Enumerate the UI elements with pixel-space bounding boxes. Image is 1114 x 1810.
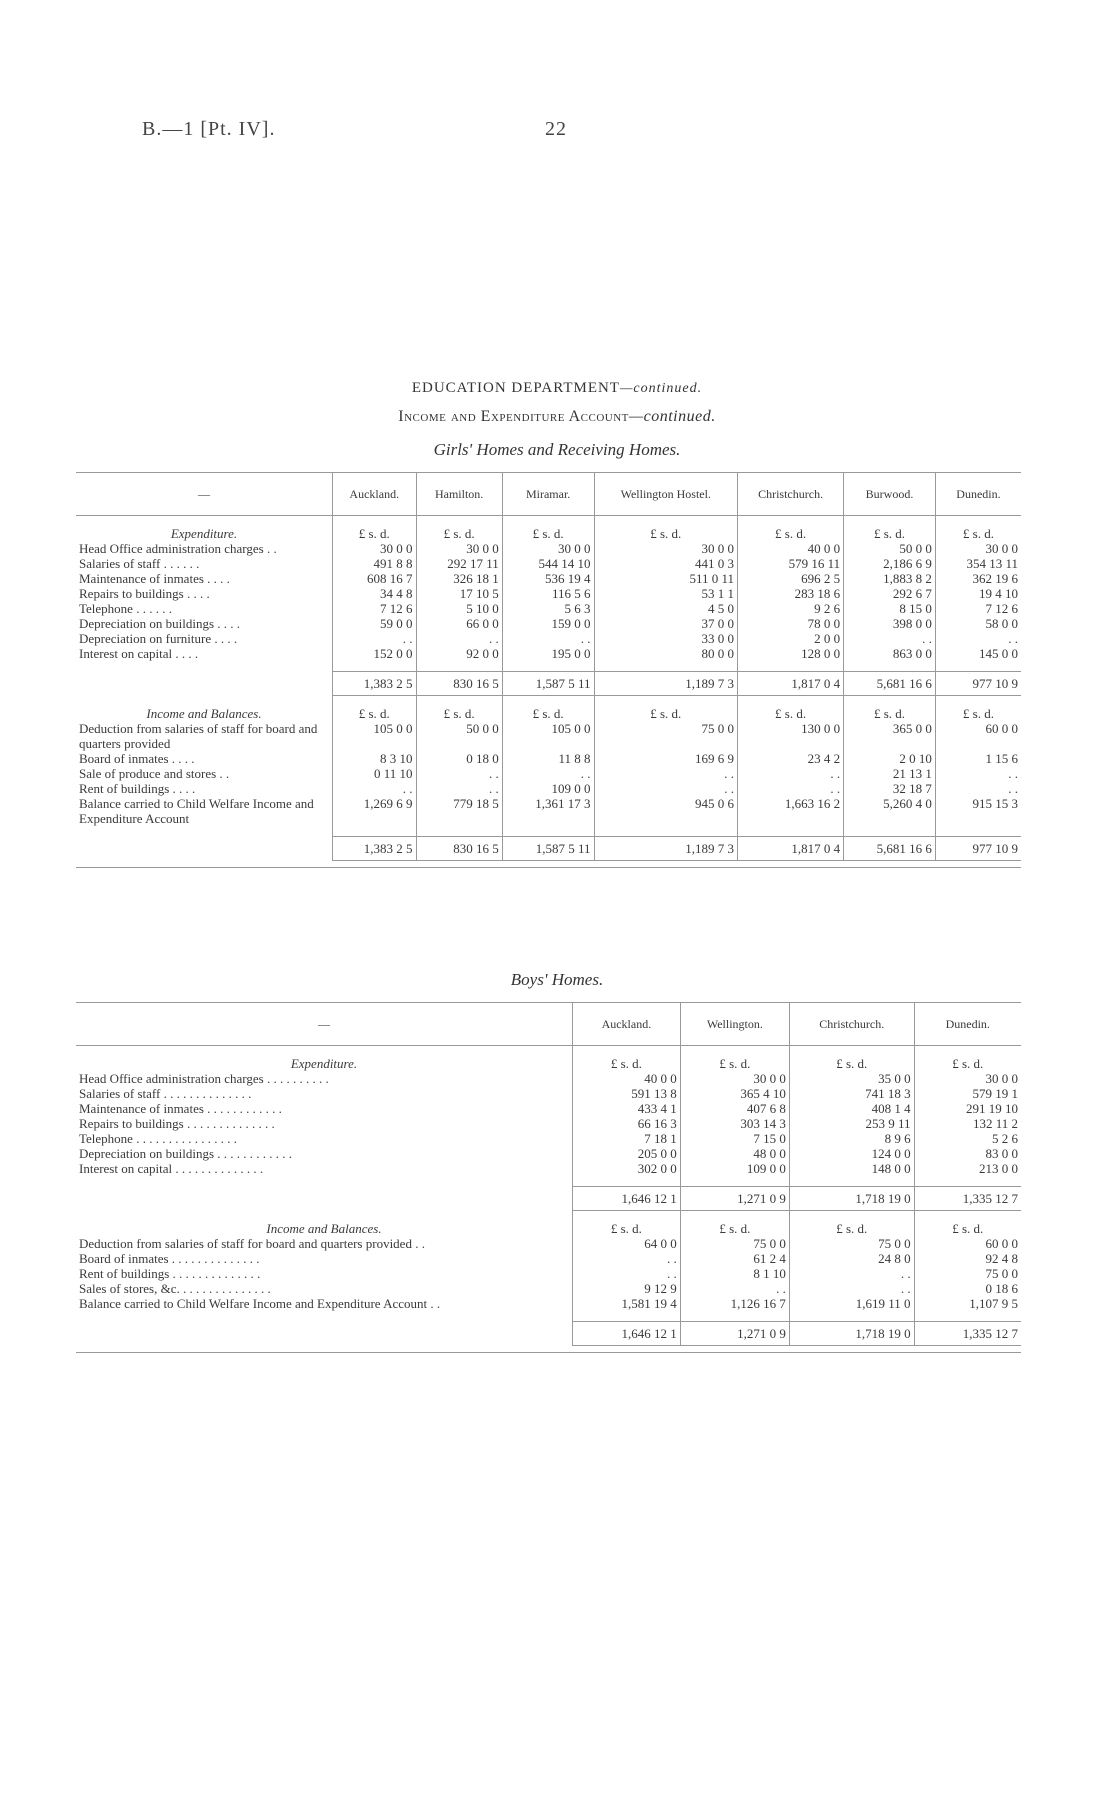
amount-cell: 7 15 0 [680,1131,789,1146]
amount-cell: 128 0 0 [738,646,844,661]
row-label: Interest on capital . . . . . . . . . . . . . . [79,1161,264,1176]
girls-homes-title: Girls' Homes and Receiving Homes. [433,440,681,459]
row-label: Salaries of staff . . . . . . . . . . . . . . [79,1086,252,1101]
money-units: £ s. d. [789,1046,914,1072]
amount-cell: 30 0 0 [914,1071,1021,1086]
expenditure-total-row [76,1187,1021,1211]
total-cell: 1,587 5 11 [502,837,594,861]
expenditure-row [76,1161,1021,1176]
money-units: £ s. d. [502,516,594,542]
row-label: Repairs to buildings . . . . [79,586,210,601]
money-units: £ s. d. [935,516,1021,542]
money-units: £ s. d. [502,696,594,722]
amount-cell: 19 4 10 [935,586,1021,601]
expenditure-row [76,616,1021,631]
amount-cell: 37 0 0 [594,616,738,631]
total-cell: 1,271 0 9 [680,1322,789,1346]
amount-cell: 2 0 10 [844,751,936,766]
income-row [76,1281,1021,1296]
amount-cell: 9 12 9 [573,1281,681,1296]
row-label: Salaries of staff . . . . . . [79,556,200,571]
amount-cell: 169 6 9 [594,751,738,766]
amount-cell: 1,663 16 2 [738,796,844,826]
amount-cell: 1,581 19 4 [573,1296,681,1311]
amount-cell: . . [573,1266,681,1281]
money-units: £ s. d. [844,696,936,722]
amount-cell: 80 0 0 [594,646,738,661]
amount-cell: 195 0 0 [502,646,594,661]
amount-cell: 9 2 6 [738,601,844,616]
money-units: £ s. d. [738,696,844,722]
expenditure-row [76,556,1021,571]
amount-cell: 8 9 6 [789,1131,914,1146]
amount-cell: 511 0 11 [594,571,738,586]
amount-cell: 50 0 0 [844,541,936,556]
amount-cell: 1 15 6 [935,751,1021,766]
row-label: Head Office administration charges . . . . . . . . . . [79,1071,329,1086]
row-label: Deduction from salaries of staff for board and quarters provided [79,721,318,751]
amount-cell: . . [594,766,738,781]
total-cell: 1,718 19 0 [789,1187,914,1211]
amount-cell: 145 0 0 [935,646,1021,661]
money-units: £ s. d. [333,516,417,542]
amount-cell: 7 12 6 [333,601,417,616]
row-label: Deduction from salaries of staff for board and quarters provided . . [79,1236,425,1251]
amount-cell: 2 0 0 [738,631,844,646]
total-cell: 1,335 12 7 [914,1187,1021,1211]
amount-cell: 34 4 8 [333,586,417,601]
money-units: £ s. d. [680,1046,789,1072]
total-cell: 1,817 0 4 [738,672,844,696]
income-total-row [76,1322,1021,1346]
amount-cell: . . [935,781,1021,796]
amount-cell: . . [738,766,844,781]
amount-cell: . . [416,631,502,646]
total-cell: 1,646 12 1 [573,1322,681,1346]
amount-cell: . . [416,781,502,796]
row-label: Depreciation on buildings . . . . . . . . . . . . [79,1146,293,1161]
total-cell: 977 10 9 [935,837,1021,861]
amount-cell: . . [594,781,738,796]
expenditure-row [76,631,1021,646]
department-title: EDUCATION DEPARTMENT—continued. [411,380,703,396]
amount-cell: 116 5 6 [502,586,594,601]
amount-cell: 30 0 0 [333,541,417,556]
column-header: Miramar. [502,473,594,516]
amount-cell: . . [416,766,502,781]
amount-cell: 92 0 0 [416,646,502,661]
amount-cell: 152 0 0 [333,646,417,661]
money-units: £ s. d. [789,1211,914,1237]
expenditure-row [76,1131,1021,1146]
expenditure-row [76,1101,1021,1116]
total-cell: 1,189 7 3 [594,672,738,696]
amount-cell: 0 18 6 [914,1281,1021,1296]
amount-cell: . . [333,781,417,796]
money-units: £ s. d. [738,516,844,542]
row-label: Balance carried to Child Welfare Income and Expenditure Account . . [79,1296,441,1311]
amount-cell: 11 8 8 [502,751,594,766]
total-cell: 5,681 16 6 [844,837,936,861]
amount-cell: 75 0 0 [789,1236,914,1251]
expenditure-row [76,586,1021,601]
amount-cell: 24 8 0 [789,1251,914,1266]
money-units: £ s. d. [594,516,738,542]
amount-cell: 253 9 11 [789,1116,914,1131]
income-heading: Income and Balances. [266,1220,382,1236]
amount-cell: . . [844,631,936,646]
expenditure-row [76,646,1021,661]
income-total-row [76,837,1021,861]
amount-cell: 92 4 8 [914,1251,1021,1266]
amount-cell: 40 0 0 [573,1071,681,1086]
row-label: Repairs to buildings . . . . . . . . . . . . . . [79,1116,275,1131]
money-units: £ s. d. [914,1046,1021,1072]
column-header: Christchurch. [738,473,844,516]
total-cell: 1,271 0 9 [680,1187,789,1211]
amount-cell: 35 0 0 [789,1071,914,1086]
amount-cell: 61 2 4 [680,1251,789,1266]
amount-cell: 579 19 1 [914,1086,1021,1101]
amount-cell: 5 2 6 [914,1131,1021,1146]
amount-cell: 205 0 0 [573,1146,681,1161]
amount-cell: . . [789,1266,914,1281]
total-cell: 1,335 12 7 [914,1322,1021,1346]
money-units: £ s. d. [333,696,417,722]
amount-cell: . . [738,781,844,796]
total-cell: 1,817 0 4 [738,837,844,861]
income-row [76,1296,1021,1311]
amount-cell: 696 2 5 [738,571,844,586]
amount-cell: 64 0 0 [573,1236,681,1251]
amount-cell: . . [333,631,417,646]
amount-cell: 23 4 2 [738,751,844,766]
amount-cell: 915 15 3 [935,796,1021,826]
boys-homes-title: Boys' Homes. [510,970,604,989]
amount-cell: 302 0 0 [573,1161,681,1176]
amount-cell: 1,126 16 7 [680,1296,789,1311]
amount-cell: 213 0 0 [914,1161,1021,1176]
total-cell: 1,646 12 1 [573,1187,681,1211]
amount-cell: 32 18 7 [844,781,936,796]
total-cell: 977 10 9 [935,672,1021,696]
amount-cell: 365 0 0 [844,721,936,751]
column-header: Auckland. [333,473,417,516]
amount-cell: . . [573,1251,681,1266]
row-label: Balance carried to Child Welfare Income and Expenditure Account [79,796,314,826]
money-units: £ s. d. [914,1211,1021,1237]
amount-cell: 0 11 10 [333,766,417,781]
amount-cell: 579 16 11 [738,556,844,571]
amount-cell: 945 0 6 [594,796,738,826]
amount-cell: 7 18 1 [573,1131,681,1146]
amount-cell: 779 18 5 [416,796,502,826]
total-cell: 1,383 2 5 [333,837,417,861]
amount-cell: 536 19 4 [502,571,594,586]
amount-cell: 491 8 8 [333,556,417,571]
corner-cell: — [76,1003,573,1046]
amount-cell: . . [502,631,594,646]
amount-cell: 60 0 0 [935,721,1021,751]
column-header: Wellington Hostel. [594,473,738,516]
corner-cell: — [76,473,333,516]
amount-cell: 441 0 3 [594,556,738,571]
amount-cell: 124 0 0 [789,1146,914,1161]
amount-cell: 8 3 10 [333,751,417,766]
amount-cell: 109 0 0 [502,781,594,796]
amount-cell: 303 14 3 [680,1116,789,1131]
amount-cell: . . [502,766,594,781]
amount-cell: 21 13 1 [844,766,936,781]
column-header: Christchurch. [789,1003,914,1046]
income-row [76,1266,1021,1281]
amount-cell: 5,260 4 0 [844,796,936,826]
income-row [76,781,1021,796]
money-units: £ s. d. [416,696,502,722]
page-number: 22 [545,118,567,140]
expenditure-row [76,1146,1021,1161]
account-title: Income and Expenditure Account—continued. [398,408,716,425]
expenditure-row [76,601,1021,616]
amount-cell: 78 0 0 [738,616,844,631]
amount-cell: . . [680,1281,789,1296]
total-cell: 1,587 5 11 [502,672,594,696]
column-header: Wellington. [680,1003,789,1046]
amount-cell: 30 0 0 [594,541,738,556]
amount-cell: 5 10 0 [416,601,502,616]
income-row [76,796,1021,826]
income-heading: Income and Balances. [146,705,262,721]
amount-cell: 105 0 0 [502,721,594,751]
amount-cell: 863 0 0 [844,646,936,661]
row-label: Rent of buildings . . . . [79,781,196,796]
amount-cell: 58 0 0 [935,616,1021,631]
income-row [76,1251,1021,1266]
amount-cell: 66 16 3 [573,1116,681,1131]
column-header: Burwood. [844,473,936,516]
amount-cell: 0 18 0 [416,751,502,766]
boys-homes-table [76,1002,1021,1353]
amount-cell: 17 10 5 [416,586,502,601]
amount-cell: 398 0 0 [844,616,936,631]
expenditure-row [76,541,1021,556]
row-label: Sale of produce and stores . . [79,766,230,781]
money-units: £ s. d. [935,696,1021,722]
expenditure-row [76,1071,1021,1086]
amount-cell: 292 6 7 [844,586,936,601]
total-cell: 830 16 5 [416,837,502,861]
money-units: £ s. d. [594,696,738,722]
amount-cell: 362 19 6 [935,571,1021,586]
amount-cell: 30 0 0 [935,541,1021,556]
expenditure-row [76,1116,1021,1131]
amount-cell: 1,883 8 2 [844,571,936,586]
amount-cell: 7 12 6 [935,601,1021,616]
column-header: Dunedin. [914,1003,1021,1046]
amount-cell: 291 19 10 [914,1101,1021,1116]
amount-cell: 30 0 0 [680,1071,789,1086]
amount-cell: 75 0 0 [914,1266,1021,1281]
income-row [76,751,1021,766]
amount-cell: 591 13 8 [573,1086,681,1101]
amount-cell: . . [935,631,1021,646]
amount-cell: 75 0 0 [594,721,738,751]
income-row [76,1236,1021,1251]
amount-cell: 1,361 17 3 [502,796,594,826]
amount-cell: 8 1 10 [680,1266,789,1281]
amount-cell: 5 6 3 [502,601,594,616]
amount-cell: 59 0 0 [333,616,417,631]
amount-cell: 1,269 6 9 [333,796,417,826]
amount-cell: 544 14 10 [502,556,594,571]
amount-cell: 1,107 9 5 [914,1296,1021,1311]
amount-cell: 741 18 3 [789,1086,914,1101]
total-cell: 1,189 7 3 [594,837,738,861]
amount-cell: 130 0 0 [738,721,844,751]
income-row [76,766,1021,781]
amount-cell: 326 18 1 [416,571,502,586]
row-label: Rent of buildings . . . . . . . . . . . . . . [79,1266,261,1281]
income-row [76,721,1021,751]
row-label: Telephone . . . . . . . . . . . . . . . . [79,1131,237,1146]
total-cell: 1,383 2 5 [333,672,417,696]
column-header: Dunedin. [935,473,1021,516]
money-units: £ s. d. [573,1046,681,1072]
amount-cell: 283 18 6 [738,586,844,601]
row-label: Sales of stores, &c. . . . . . . . . . . . . . . [79,1281,271,1296]
expenditure-total-row [76,672,1021,696]
girls-homes-table [76,472,1021,868]
amount-cell: 1,619 11 0 [789,1296,914,1311]
amount-cell: 60 0 0 [914,1236,1021,1251]
amount-cell: 48 0 0 [680,1146,789,1161]
amount-cell: 354 13 11 [935,556,1021,571]
amount-cell: 33 0 0 [594,631,738,646]
amount-cell: 50 0 0 [416,721,502,751]
running-header-ref: B.—1 [Pt. IV]. [142,118,276,140]
amount-cell: 105 0 0 [333,721,417,751]
amount-cell: 433 4 1 [573,1101,681,1116]
amount-cell: 2,186 6 9 [844,556,936,571]
row-label: Board of inmates . . . . [79,751,195,766]
total-cell: 1,718 19 0 [789,1322,914,1346]
amount-cell: 83 0 0 [914,1146,1021,1161]
money-units: £ s. d. [416,516,502,542]
expenditure-row [76,571,1021,586]
amount-cell: 4 5 0 [594,601,738,616]
amount-cell: 292 17 11 [416,556,502,571]
amount-cell: 30 0 0 [416,541,502,556]
amount-cell: 148 0 0 [789,1161,914,1176]
row-label: Telephone . . . . . . [79,601,172,616]
amount-cell: 159 0 0 [502,616,594,631]
row-label: Board of inmates . . . . . . . . . . . . . . [79,1251,260,1266]
amount-cell: . . [935,766,1021,781]
amount-cell: 8 15 0 [844,601,936,616]
row-label: Depreciation on furniture . . . . [79,631,238,646]
expenditure-heading: Expenditure. [290,1056,358,1071]
amount-cell: 109 0 0 [680,1161,789,1176]
amount-cell: 66 0 0 [416,616,502,631]
money-units: £ s. d. [573,1211,681,1237]
expenditure-row [76,1086,1021,1101]
column-header: Auckland. [573,1003,681,1046]
amount-cell: 30 0 0 [502,541,594,556]
total-cell: 5,681 16 6 [844,672,936,696]
expenditure-heading: Expenditure. [170,526,238,541]
amount-cell: 53 1 1 [594,586,738,601]
amount-cell: 365 4 10 [680,1086,789,1101]
row-label: Maintenance of inmates . . . . . . . . . . . . [79,1101,282,1116]
amount-cell: 608 16 7 [333,571,417,586]
amount-cell: . . [789,1281,914,1296]
amount-cell: 40 0 0 [738,541,844,556]
amount-cell: 132 11 2 [914,1116,1021,1131]
column-header: Hamilton. [416,473,502,516]
money-units: £ s. d. [844,516,936,542]
amount-cell: 408 1 4 [789,1101,914,1116]
amount-cell: 75 0 0 [680,1236,789,1251]
amount-cell: 407 6 8 [680,1101,789,1116]
row-label: Head Office administration charges . . [79,541,277,556]
money-units: £ s. d. [680,1211,789,1237]
row-label: Maintenance of inmates . . . . [79,571,230,586]
row-label: Depreciation on buildings . . . . [79,616,241,631]
total-cell: 830 16 5 [416,672,502,696]
row-label: Interest on capital . . . . [79,646,199,661]
